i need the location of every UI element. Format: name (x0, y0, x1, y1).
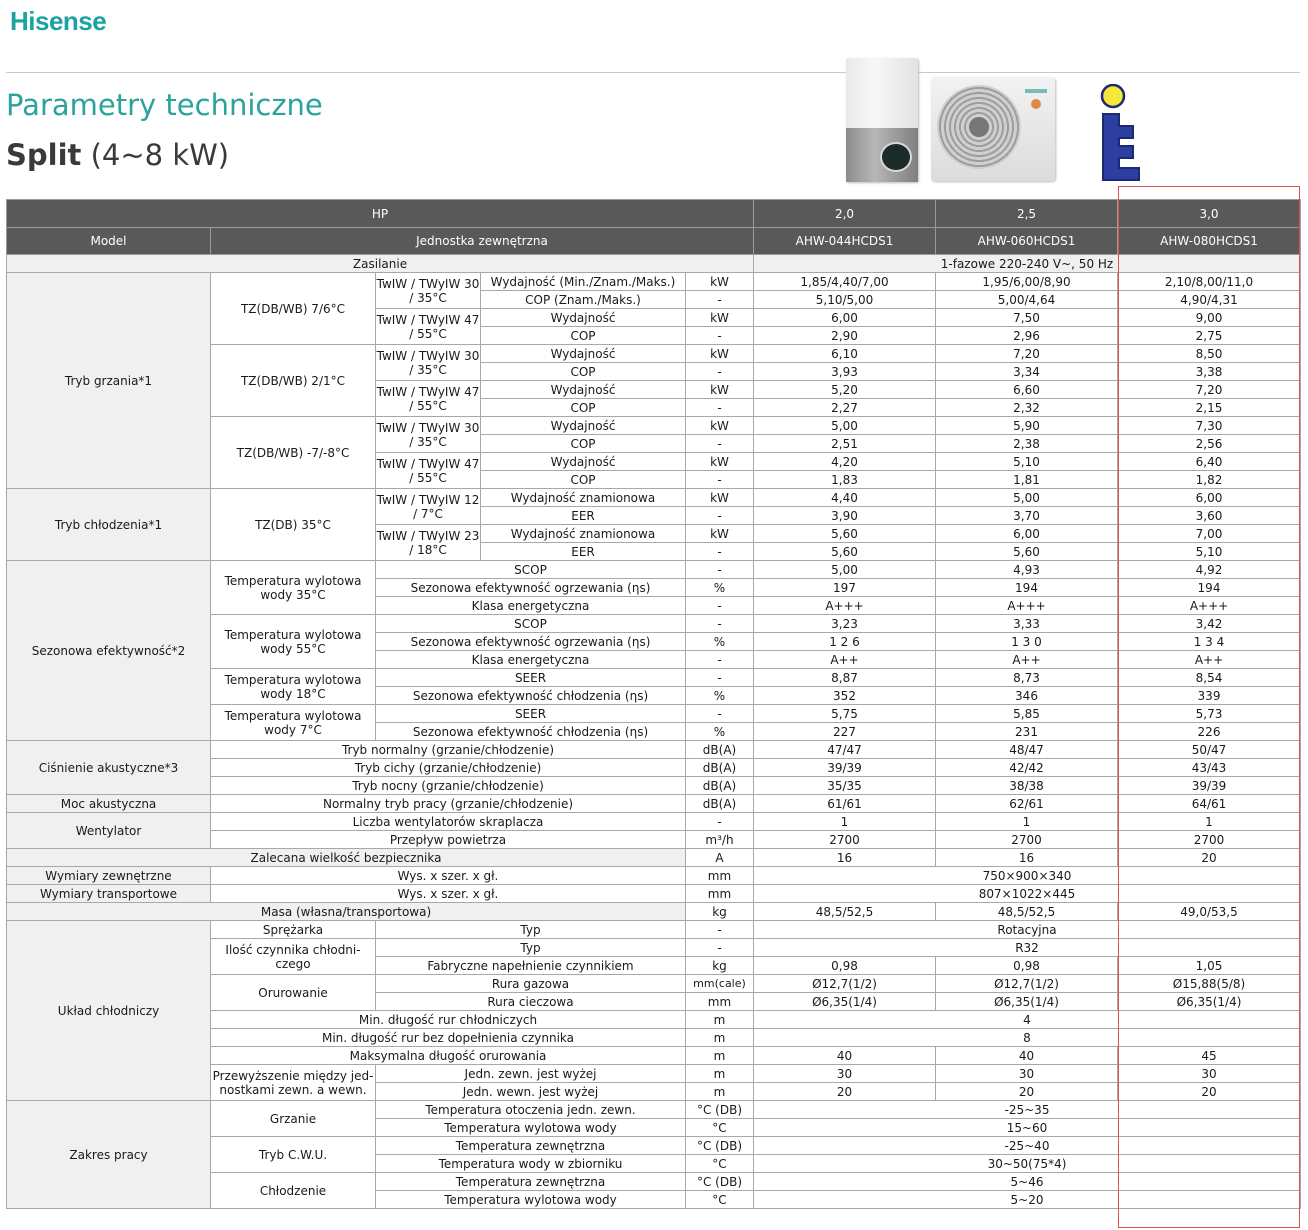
outlet-temp: Temperatura wylotowa wody 35°C (211, 561, 376, 615)
value: Rotacyjna (754, 921, 1301, 939)
param-label: Min. długość rur chłodniczych (211, 1011, 686, 1029)
header-divider (6, 72, 1300, 73)
unit: - (686, 939, 754, 957)
param-label: Przepływ powietrza (211, 831, 686, 849)
value: 4,40 (754, 489, 936, 507)
value: 5~46 (754, 1173, 1301, 1191)
model-label: Model (7, 228, 211, 255)
seasonal-efficiency-label: Sezonowa efektywność*2 (7, 561, 211, 741)
unit: kW (686, 453, 754, 471)
value: 2,51 (754, 435, 936, 453)
value: 30~50(75*4) (754, 1155, 1301, 1173)
value: 16 (936, 849, 1118, 867)
value: 1 3 4 (1118, 633, 1301, 651)
param-label: Wys. x szer. x gł. (211, 867, 686, 885)
water-temp: TwIW / TWyIW 47 / 55°C (376, 309, 481, 345)
unit: kW (686, 525, 754, 543)
range-heating-label: Grzanie (211, 1101, 376, 1137)
param-label: Tryb cichy (grzanie/chłodzenie) (211, 759, 686, 777)
param-label: Typ (376, 921, 686, 939)
value: 346 (936, 687, 1118, 705)
heating-condition: TZ(DB/WB) 2/1°C (211, 345, 376, 417)
value: 5,10 (936, 453, 1118, 471)
value: 5,10/5,00 (754, 291, 936, 309)
value: 40 (936, 1047, 1118, 1065)
value: 7,50 (936, 309, 1118, 327)
value: 1,82 (1118, 471, 1301, 489)
param-label: COP (481, 399, 686, 417)
value: 2700 (1118, 831, 1301, 849)
param-label: Wydajność (481, 417, 686, 435)
param-label: Temperatura wody w zbiorniku (376, 1155, 686, 1173)
value: 39/39 (1118, 777, 1301, 795)
value: A+++ (1118, 597, 1301, 615)
param-label: COP (481, 435, 686, 453)
value: 3,34 (936, 363, 1118, 381)
param-label: Wydajność znamionowa (481, 489, 686, 507)
param-label: Sezonowa efektywność chłodzenia (ηs) (376, 723, 686, 741)
outdoor-fan-hub (969, 117, 989, 137)
value: 2,75 (1118, 327, 1301, 345)
value: 8,87 (754, 669, 936, 687)
value: 0,98 (754, 957, 936, 975)
value: 5,75 (754, 705, 936, 723)
outdoor-unit-image (931, 77, 1055, 181)
unit: m³/h (686, 831, 754, 849)
value: 7,00 (1118, 525, 1301, 543)
param-label: Sezonowa efektywność chłodzenia (ηs) (376, 687, 686, 705)
value: 42/42 (936, 759, 1118, 777)
hp-value: 3,0 (1118, 200, 1301, 228)
value: 4,92 (1118, 561, 1301, 579)
unit: kW (686, 417, 754, 435)
unit: - (686, 561, 754, 579)
param-label: EER (481, 507, 686, 525)
unit: - (686, 921, 754, 939)
value: 48/47 (936, 741, 1118, 759)
unit: kW (686, 309, 754, 327)
value: 5~20 (754, 1191, 1301, 1209)
unit: dB(A) (686, 795, 754, 813)
value: 807×1022×445 (754, 885, 1301, 903)
outlet-temp: Temperatura wylotowa wody 18°C (211, 669, 376, 705)
refrigerant-qty-label: Ilość czynnika chłodni-czego (211, 939, 376, 975)
value: 1 2 6 (754, 633, 936, 651)
value: 62/61 (936, 795, 1118, 813)
param-label: Normalny tryb pracy (grzanie/chłodzenie) (211, 795, 686, 813)
param-label: Maksymalna długość orurowania (211, 1047, 686, 1065)
param-label: SEER (376, 705, 686, 723)
param-label: Temperatura wylotowa wody (376, 1119, 686, 1137)
value: 16 (754, 849, 936, 867)
value: 2,10/8,00/11,0 (1118, 273, 1301, 291)
param-label: Wydajność (Min./Znam./Maks.) (481, 273, 686, 291)
param-label: Wydajność (481, 381, 686, 399)
unit: m (686, 1047, 754, 1065)
param-label: COP (481, 327, 686, 345)
param-label: Min. długość rur bez dopełnienia czynnika (211, 1029, 686, 1047)
value: 2,90 (754, 327, 936, 345)
piping-label: Orurowanie (211, 975, 376, 1011)
param-label: Sezonowa efektywność ogrzewania (ηs) (376, 579, 686, 597)
value: 1,85/4,40/7,00 (754, 273, 936, 291)
unit: kW (686, 381, 754, 399)
value: 48,5/52,5 (754, 903, 936, 921)
value: 20 (754, 1083, 936, 1101)
value: Ø12,7(1/2) (754, 975, 936, 993)
unit: dB(A) (686, 777, 754, 795)
value: 1,83 (754, 471, 936, 489)
param-label: Temperatura zewnętrzna (376, 1137, 686, 1155)
value: -25~40 (754, 1137, 1301, 1155)
value: 45 (1118, 1047, 1301, 1065)
model-name: AHW-060HCDS1 (936, 228, 1118, 255)
param-label: Temperatura otoczenia jedn. zewn. (376, 1101, 686, 1119)
value: 5,00 (754, 561, 936, 579)
param-label: Fabryczne napełnienie czynnikiem (376, 957, 686, 975)
unit: m (686, 1029, 754, 1047)
ext-dims-label: Wymiary zewnętrzne (7, 867, 211, 885)
unit: - (686, 651, 754, 669)
water-temp: TwIW / TWyIW 47 / 55°C (376, 381, 481, 417)
unit: % (686, 579, 754, 597)
unit: dB(A) (686, 759, 754, 777)
value: 38/38 (936, 777, 1118, 795)
value: 3,70 (936, 507, 1118, 525)
unit: kW (686, 273, 754, 291)
param-label: COP (481, 363, 686, 381)
unit: kg (686, 957, 754, 975)
value: 2,56 (1118, 435, 1301, 453)
outdoor-unit-label: Jednostka zewnętrzna (211, 228, 754, 255)
value: 194 (936, 579, 1118, 597)
water-temp: TwIW / TWyIW 30 / 35°C (376, 273, 481, 309)
value: 3,33 (936, 615, 1118, 633)
value: 2700 (936, 831, 1118, 849)
heating-mode-label: Tryb grzania*1 (7, 273, 211, 489)
height-diff-label: Przewyższenie między jed-nostkami zewn. a wewn. (211, 1065, 376, 1101)
param-label: Tryb nocny (grzanie/chłodzenie) (211, 777, 686, 795)
value: 8 (754, 1029, 1301, 1047)
value: 194 (1118, 579, 1301, 597)
value: 1 (936, 813, 1118, 831)
value: 35/35 (754, 777, 936, 795)
value: 5,00 (754, 417, 936, 435)
value: 5,60 (754, 543, 936, 561)
water-temp: TwIW / TWyIW 30 / 35°C (376, 345, 481, 381)
mass-label: Masa (własna/transportowa) (7, 903, 686, 921)
unit: mm (686, 867, 754, 885)
outlet-temp: Temperatura wylotowa wody 55°C (211, 615, 376, 669)
unit: °C (DB) (686, 1101, 754, 1119)
value: 2,15 (1118, 399, 1301, 417)
value: 5,60 (936, 543, 1118, 561)
value: 1,05 (1118, 957, 1301, 975)
unit: kW (686, 489, 754, 507)
unit: °C (686, 1119, 754, 1137)
unit: - (686, 669, 754, 687)
value: 2,38 (936, 435, 1118, 453)
value: 40 (754, 1047, 936, 1065)
value: 5,73 (1118, 705, 1301, 723)
water-temp: TwIW / TWyIW 30 / 35°C (376, 417, 481, 453)
value: 5,85 (936, 705, 1118, 723)
param-label: Klasa energetyczna (376, 597, 686, 615)
spec-table (6, 199, 1301, 1209)
range-dhw-label: Tryb C.W.U. (211, 1137, 376, 1173)
unit: mm (686, 993, 754, 1011)
param-label: SCOP (376, 561, 686, 579)
unit: - (686, 291, 754, 309)
value: 1,81 (936, 471, 1118, 489)
value: 0,98 (936, 957, 1118, 975)
param-label: Rura gazowa (376, 975, 686, 993)
cooling-condition: TZ(DB) 35°C (211, 489, 376, 561)
unit: - (686, 543, 754, 561)
value: 6,60 (936, 381, 1118, 399)
unit: dB(A) (686, 741, 754, 759)
value: 6,00 (1118, 489, 1301, 507)
param-label: Wydajność (481, 309, 686, 327)
value: 5,00/4,64 (936, 291, 1118, 309)
value: 49,0/53,5 (1118, 903, 1301, 921)
param-label: Wydajność (481, 453, 686, 471)
unit: mm (686, 885, 754, 903)
compressor-label: Sprężarka (211, 921, 376, 939)
value: 47/47 (754, 741, 936, 759)
value: 3,90 (754, 507, 936, 525)
value: 3,42 (1118, 615, 1301, 633)
value: -25~35 (754, 1101, 1301, 1119)
value: 3,38 (1118, 363, 1301, 381)
param-label: Temperatura wylotowa wody (376, 1191, 686, 1209)
water-temp: TwIW / TWyIW 12 / 7°C (376, 489, 481, 525)
hp-value: 2,5 (936, 200, 1118, 228)
value: A+++ (754, 597, 936, 615)
value: 30 (1118, 1065, 1301, 1083)
param-label: Sezonowa efektywność ogrzewania (ηs) (376, 633, 686, 651)
unit: - (686, 327, 754, 345)
param-label: EER (481, 543, 686, 561)
value: 2,27 (754, 399, 936, 417)
outdoor-unit-badge (1031, 99, 1041, 109)
value: A+++ (936, 597, 1118, 615)
unit: kW (686, 345, 754, 363)
param-label: Jedn. wewn. jest wyżej (376, 1083, 686, 1101)
value: 64/61 (1118, 795, 1301, 813)
unit: - (686, 363, 754, 381)
value: 339 (1118, 687, 1301, 705)
value: 2700 (754, 831, 936, 849)
info-point-icon (1097, 84, 1143, 184)
value: 6,10 (754, 345, 936, 363)
unit: - (686, 435, 754, 453)
value: 2,32 (936, 399, 1118, 417)
value: A++ (754, 651, 936, 669)
param-label: SCOP (376, 615, 686, 633)
value: 3,23 (754, 615, 936, 633)
value: 226 (1118, 723, 1301, 741)
model-name: AHW-044HCDS1 (754, 228, 936, 255)
param-label: Wydajność znamionowa (481, 525, 686, 543)
value: R32 (754, 939, 1301, 957)
unit: °C (DB) (686, 1137, 754, 1155)
param-label: Jedn. zewn. jest wyżej (376, 1065, 686, 1083)
param-label: Liczba wentylatorów skraplacza (211, 813, 686, 831)
transport-dims-label: Wymiary transportowe (7, 885, 211, 903)
refrigerant-system-label: Układ chłodniczy (7, 921, 211, 1101)
param-label: SEER (376, 669, 686, 687)
unit: % (686, 633, 754, 651)
unit: kg (686, 903, 754, 921)
value: 2,96 (936, 327, 1118, 345)
outdoor-unit-logo (1025, 89, 1047, 93)
unit: % (686, 687, 754, 705)
value: 750×900×340 (754, 867, 1301, 885)
value: Ø6,35(1/4) (1118, 993, 1301, 1011)
value: 6,00 (754, 309, 936, 327)
value: Ø15,88(5/8) (1118, 975, 1301, 993)
param-label: Temperatura zewnętrzna (376, 1173, 686, 1191)
param-label: Wys. x szer. x gł. (211, 885, 686, 903)
cooling-mode-label: Tryb chłodzenia*1 (7, 489, 211, 561)
unit: m (686, 1083, 754, 1101)
unit: % (686, 723, 754, 741)
hp-label: HP (7, 200, 754, 228)
value: A++ (1118, 651, 1301, 669)
param-label: COP (Znam./Maks.) (481, 291, 686, 309)
value: 7,20 (936, 345, 1118, 363)
page-title: Parametry techniczne (6, 88, 323, 122)
value: 8,50 (1118, 345, 1301, 363)
power-supply-value: 1-fazowe 220-240 V~, 50 Hz (754, 255, 1301, 273)
water-temp: TwIW / TWyIW 23 / 18°C (376, 525, 481, 561)
value: 5,90 (936, 417, 1118, 435)
unit: °C (DB) (686, 1173, 754, 1191)
heating-condition: TZ(DB/WB) -7/-8°C (211, 417, 376, 489)
value: 7,20 (1118, 381, 1301, 399)
value: 352 (754, 687, 936, 705)
value: 39/39 (754, 759, 936, 777)
unit: - (686, 615, 754, 633)
page-subtitle (6, 138, 229, 172)
value: 227 (754, 723, 936, 741)
sound-pressure-label: Ciśnienie akustyczne*3 (7, 741, 211, 795)
param-label: Wydajność (481, 345, 686, 363)
value: 20 (1118, 1083, 1301, 1101)
value: 4,90/4,31 (1118, 291, 1301, 309)
operating-range-label: Zakres pracy (7, 1101, 211, 1209)
param-label: Klasa energetyczna (376, 651, 686, 669)
value: 4,20 (754, 453, 936, 471)
subtitle-bold: Split (6, 138, 82, 172)
value: 61/61 (754, 795, 936, 813)
value: 48,5/52,5 (936, 903, 1118, 921)
unit: °C (686, 1191, 754, 1209)
unit: m (686, 1065, 754, 1083)
value: 8,73 (936, 669, 1118, 687)
value: A++ (936, 651, 1118, 669)
value: 1 3 0 (936, 633, 1118, 651)
fuse-label: Zalecana wielkość bezpiecznika (7, 849, 686, 867)
value: 43/43 (1118, 759, 1301, 777)
value: 15~60 (754, 1119, 1301, 1137)
value: Ø6,35(1/4) (754, 993, 936, 1011)
param-label: Rura cieczowa (376, 993, 686, 1011)
value: 6,00 (936, 525, 1118, 543)
indoor-unit-display (880, 142, 912, 172)
param-label: Tryb normalny (grzanie/chłodzenie) (211, 741, 686, 759)
unit: - (686, 813, 754, 831)
param-label: COP (481, 471, 686, 489)
unit: - (686, 597, 754, 615)
range-cooling-label: Chłodzenie (211, 1173, 376, 1209)
outlet-temp: Temperatura wylotowa wody 7°C (211, 705, 376, 741)
value: 7,30 (1118, 417, 1301, 435)
value: 20 (1118, 849, 1301, 867)
hp-value: 2,0 (754, 200, 936, 228)
sound-power-label: Moc akustyczna (7, 795, 211, 813)
value: Ø6,35(1/4) (936, 993, 1118, 1011)
water-temp: TwIW / TWyIW 47 / 55°C (376, 453, 481, 489)
value: 1 (1118, 813, 1301, 831)
unit: - (686, 399, 754, 417)
value: 5,60 (754, 525, 936, 543)
value: 30 (936, 1065, 1118, 1083)
unit: mm(cale) (686, 975, 754, 993)
value: 6,40 (1118, 453, 1301, 471)
value: 50/47 (1118, 741, 1301, 759)
unit: - (686, 471, 754, 489)
unit: - (686, 705, 754, 723)
value: 4,93 (936, 561, 1118, 579)
value: 5,10 (1118, 543, 1301, 561)
power-supply-label: Zasilanie (7, 255, 754, 273)
value: 231 (936, 723, 1118, 741)
value: 3,60 (1118, 507, 1301, 525)
param-label: Typ (376, 939, 686, 957)
value: 197 (754, 579, 936, 597)
heating-condition: TZ(DB/WB) 7/6°C (211, 273, 376, 345)
value: 9,00 (1118, 309, 1301, 327)
value: Ø12,7(1/2) (936, 975, 1118, 993)
value: 5,20 (754, 381, 936, 399)
value: 3,93 (754, 363, 936, 381)
subtitle-range: (4~8 kW) (81, 138, 230, 172)
value: 20 (936, 1083, 1118, 1101)
model-name: AHW-080HCDS1 (1118, 228, 1301, 255)
value: 1,95/6,00/8,90 (936, 273, 1118, 291)
unit: A (686, 849, 754, 867)
unit: - (686, 507, 754, 525)
value: 5,00 (936, 489, 1118, 507)
fan-label: Wentylator (7, 813, 211, 849)
brand-logo: Hisense (10, 6, 107, 36)
unit: °C (686, 1155, 754, 1173)
value: 1 (754, 813, 936, 831)
value: 30 (754, 1065, 936, 1083)
value: 8,54 (1118, 669, 1301, 687)
unit: m (686, 1011, 754, 1029)
indoor-unit-image (846, 58, 918, 182)
value: 4 (754, 1011, 1301, 1029)
